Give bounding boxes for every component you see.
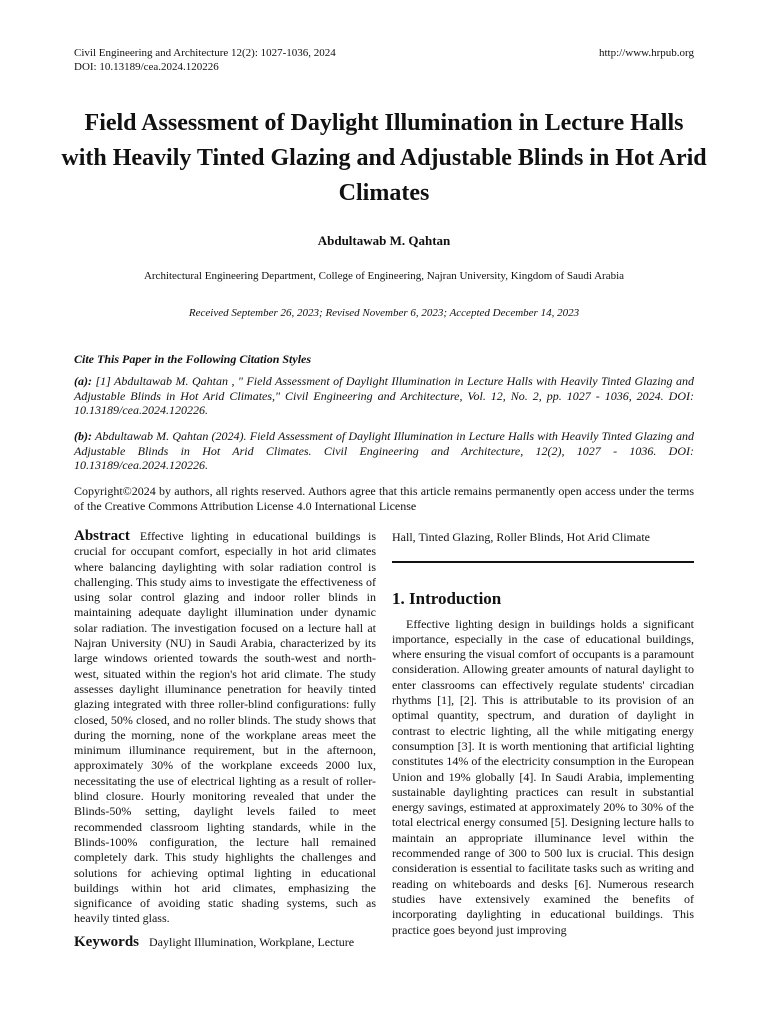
abstract-paragraph: [74, 529, 376, 927]
copyright-notice: Copyright©2024 by authors, all rights reserved. Authors agree that this article remains permanently open access under the terms of the Creative Commons Attribution License 4.0 International License: [74, 484, 694, 513]
author-name: Abdultawab M. Qahtan: [317, 233, 451, 248]
citation-a-label: (a):: [74, 374, 92, 388]
citation-style-b: [74, 429, 694, 473]
citation-b-text: Abdultawab M. Qahtan (2024). Field Assessment of Daylight Illumination in Lecture Halls with Heavily Tinted Glazing and Adjustable Blinds in Hot Arid Climates. Civil Engineering and Architecture, 12(2), 1027 - 1036. DOI: 10.13189/cea.2024.120226.: [74, 429, 694, 473]
submission-dates: Received September 26, 2023; Revised November 6, 2023; Accepted December 14, 2023: [188, 307, 580, 319]
abstract-label: Abstract: [74, 528, 130, 544]
keywords-paragraph: [74, 935, 376, 950]
citation-a-text: [1] Abdultawab M. Qahtan , " Field Assessment of Daylight Illumination in Lecture Halls with Heavily Tinted Glazing and Adjustable Blinds in Hot Arid Climates," Civil Engineering and Architecture, Vol. 12, No. 2, pp. 1027 - 1036, 2024. DOI: 10.13189/cea.2024.120226.: [74, 374, 694, 418]
section-divider: [392, 561, 694, 563]
citation-style-a: [74, 374, 694, 418]
citation-b-label: (b):: [74, 429, 92, 443]
journal-url-link[interactable]: http://www.hrpub.org: [598, 47, 694, 59]
keywords-label: Keywords: [74, 933, 139, 950]
introduction-text: Effective lighting design in buildings holds a significant importance, especially in the case of educational buildings, where ensuring the visual comfort of occupants is a paramount consideration. Allowing greater amounts of natural daylight to enter classrooms can effectively regulate students' circadian rhythms [1], [2]. This is attributable to its provision of an optimal quantity, spectrum, and duration of daylight in contrast to electric lighting, all the while mitigating energy consumption [3]. It is worth mentioning that artificial lighting constitutes 14% of the electricity consumption in the European Union and 19% globally [4]. In Saudi Arabia, implementing sustainable daylighting practices can result in substantial energy savings, estimated at approximately 20% to 30% of the total electrical energy consumed [5]. Designing lecture halls to maintain an appropriate illuminance level within the recommended range of 300 to 500 lux is crucial. This design consideration is essential to facilitate tasks such as writing and reading on whiteboards and desks [6]. Numerous research studies have extensively examined the benefits of incorporating daylighting in educational buildings. This practice goes beyond just improving: [392, 616, 694, 937]
doi-header: DOI: 10.13189/cea.2024.120226: [74, 61, 219, 73]
right-column: [392, 529, 694, 938]
left-column: [74, 529, 376, 950]
introduction-heading: 1. Introduction: [392, 589, 502, 609]
keywords-text: Daylight Illumination, Workplane, Lecture: [149, 934, 355, 949]
journal-citation: Civil Engineering and Architecture 12(2): 1027-1036, 2024: [74, 47, 336, 59]
abstract-text: Effective lighting in educational buildings is crucial for occupant comfort, especially in hot arid climates where balancing daylighting with solar radiation control is challenging. This study aims to investigate the effectiveness of using solar control glazing and indoor roller blinds in maintaining adequate daylight illumination under dynamic solar radiation. The investigation focused on a lecture hall at Najran University (NU) in Saudi Arabia, characterized by its large windows oriented towards the south-west and north-west, situated within the region's hot arid climate. The study assesses daylight illuminance penetration for heavily tinted glazing integrated with three roller-blind configurations: fully closed, 50% closed, and no roller blinds. The study shows that during the morning, none of the workplane areas meet the minimum illuminance requirement, but in the afternoon, approximately 30% of the workplane exceeds 2000 lux, necessitating the use of electrical lighting as a result of roller-blind closure. Hourly monitoring revealed that under the Blinds-50% setting, daylight levels failed to meet recommended classroom lighting standards, while in the Blinds-100% configuration, the lecture hall remained completely dark. This study highlights the challenges and solutions for achieving optimal lighting in educational buildings within hot arid climates, emphasizing the significance of avoiding static shading systems, such as heavily tinted glass.: [74, 529, 376, 926]
paper-title: Field Assessment of Daylight Illumination in Lecture Halls with Heavily Tinted Glazing and Adjustable Blinds in Hot Arid Climates: [61, 110, 707, 206]
keywords-continuation: Hall, Tinted Glazing, Roller Blinds, Hot Arid Climate: [392, 530, 650, 544]
citation-heading: Cite This Paper in the Following Citation Styles: [74, 352, 312, 366]
author-affiliation: Architectural Engineering Department, College of Engineering, Najran University, Kingdom of Saudi Arabia: [143, 270, 625, 282]
